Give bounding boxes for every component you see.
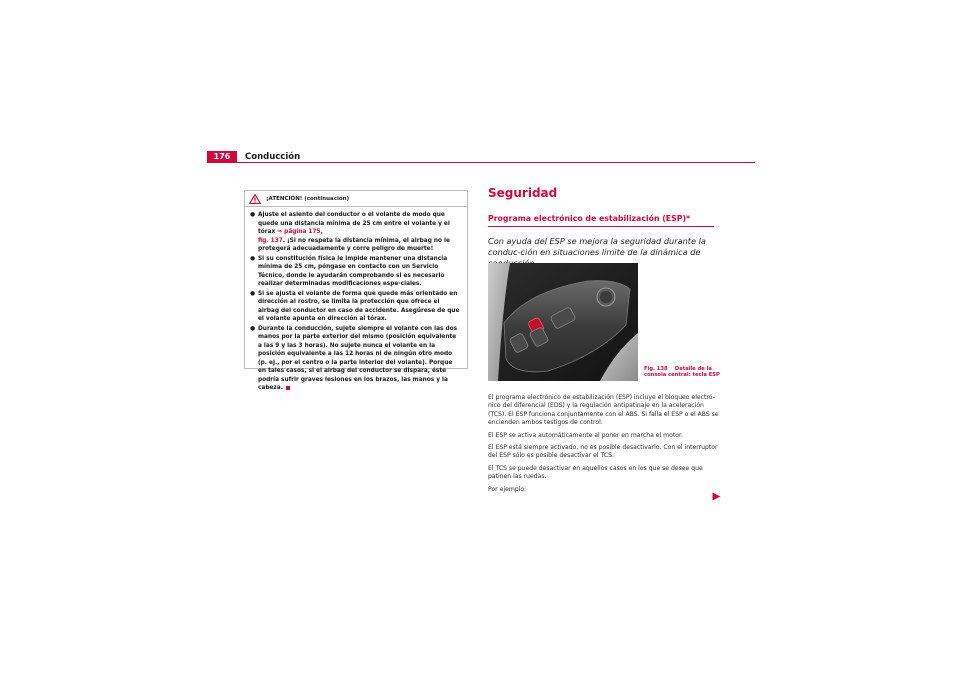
warning-item	[250, 255, 462, 289]
warning-item-text-start: Ajuste el asiento del conductor o el volante de modo que quede una distancia mínima de 25 cm entre el volante y el tórax	[258, 212, 450, 235]
figure-link[interactable]: fig. 137	[258, 237, 283, 244]
figure-label: Fig. 138	[644, 366, 668, 372]
section-heading: Programa electrónico de estabilización (ESP)*	[488, 214, 714, 227]
warning-triangle-icon	[249, 194, 261, 204]
bullet-icon: ●	[250, 290, 256, 297]
figure-caption	[644, 366, 724, 378]
page-link[interactable]: ⇒ página 175,	[277, 229, 323, 235]
warning-title: ¡ATENCIÓN! (continuación)	[266, 195, 350, 202]
chapter-title: Seguridad	[488, 186, 558, 200]
warning-item-text	[258, 325, 462, 393]
section-title: Conducción	[245, 152, 301, 162]
page-number: 176	[207, 151, 237, 163]
lead-paragraph: Con ayuda del ESP se mejora la seguridad durante la conduc-ción en situaciones límite de la dinámica de	[488, 236, 706, 257]
warning-item-text-main: Durante la conducción, sujete siempre el volante con las dos manos por la parte exterior del mismo (posición equivalente a las 9 y las 3 horas). No sujete nunca el volante en la posición equivalente a las 12 horas ni de ningún otro modo (p. ej., por el centro o la parte interior del volante). Porque en tales casos, si el airbag del conductor se dispara, éste podría sufrir graves lesiones en los brazos, las manos y la cabeza.	[258, 325, 458, 391]
end-of-section-icon	[286, 386, 290, 390]
figure-caption-text: Detalle de la consola central: tecla ESP	[644, 366, 720, 378]
warning-header	[245, 191, 467, 207]
esp-button-photo	[488, 263, 638, 381]
header-rule	[207, 162, 755, 163]
warning-box	[244, 190, 468, 391]
body-paragraph: El TCS se puede desactivar en aquellos casos en los que se desee que patinen las ruedas.	[488, 464, 703, 481]
body-text	[488, 394, 720, 498]
warning-item	[250, 290, 462, 324]
figure-code: B5P-0658	[616, 375, 631, 379]
bullet-icon: ●	[250, 212, 256, 218]
main-section	[488, 186, 714, 269]
body-paragraph: El ESP se activa automáticamente al poner en marcha el motor.	[488, 431, 683, 439]
continue-arrow-icon	[712, 492, 721, 501]
warning-item-text: Si su constitución física le impide mantener una distancia mínima de 25 cm, póngase en contacto con un Servicio Técnico, donde le ayudarán comprobando si es necesario realizar determinadas modificaciones espe-ciales.	[258, 255, 448, 287]
warning-item	[250, 325, 462, 393]
page-header	[207, 151, 755, 163]
bullet-icon: ●	[250, 325, 256, 332]
body-paragraph: Por ejemplo:	[488, 485, 527, 493]
warning-item-text	[258, 211, 462, 254]
warning-item	[250, 211, 462, 254]
body-paragraph: El ESP está siempre activado, no es posible desactivarlo. Con el interruptor del ESP sólo es posible desactivar el TCS.	[488, 444, 718, 460]
bullet-icon: ●	[250, 255, 256, 262]
warning-item-text: Si se ajusta el volante de forma que quede más orientado en dirección al rostro, se limita la protección que ofrece el airbag del conductor en caso de accidente. Asegúrese de que el volante apunta en dirección al tórax.	[258, 290, 460, 322]
body-paragraph: El programa electrónico de estabilización (ESP) incluye el bloqueo electró-nico del diferencial (EDS) y la regulación antipatinaje en la aceleración (TCS). El ESP funciona conjuntamente con el ABS. Si falla el ESP o el ABS se encienden ambos testigos de control.	[488, 394, 719, 427]
warning-item-text-end: . ¡Si no respeta la distancia mínima, el airbag no le protegerá adecuadamente y corre peligro de muerte!	[258, 237, 450, 252]
warning-body	[245, 207, 467, 393]
